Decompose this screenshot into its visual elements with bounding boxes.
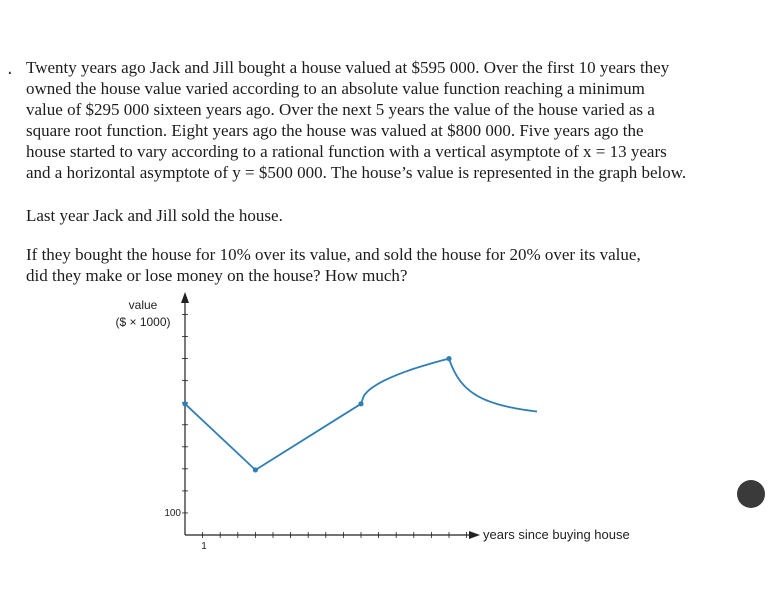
square-root-segment: [361, 359, 449, 404]
x-axis-label: years since buying house: [483, 527, 630, 542]
sold-statement: Last year Jack and Jill sold the house.: [26, 206, 283, 225]
list-bullet: .: [7, 58, 13, 79]
question-line-1: If they bought the house for 10% over its value, and sold the house for 20% over its value,: [26, 245, 641, 264]
problem-line-6: and a horizontal asymptote of y = $500 000. The house’s value is represented in the graph below.: [26, 163, 687, 182]
x-axis-arrow: [469, 531, 480, 539]
x-tick-label-1: 1: [201, 541, 207, 552]
problem-line-3: value of $295 000 sixteen years ago. Over the next 5 years the value of the house varied as a: [26, 100, 655, 119]
problem-line-5: house started to vary according to a rational function with a vertical asymptote of x = 13 years: [26, 142, 667, 161]
key-point: [253, 467, 258, 472]
y-axis-label-line2: ($ × 1000): [115, 315, 171, 329]
value-curve: [182, 356, 537, 473]
key-point: [446, 356, 451, 361]
rational-segment: [449, 359, 537, 412]
floating-dot-button[interactable]: [737, 480, 765, 508]
problem-line-1: Twenty years ago Jack and Jill bought a house valued at $595 000. Over the first 10 years they: [26, 58, 670, 77]
y-axis-label-line1: value: [128, 298, 158, 312]
problem-line-4: square root function. Eight years ago the house was valued at $800 000. Five years ago the: [26, 121, 644, 140]
question-line-2: did they make or lose money on the house? How much?: [26, 266, 408, 285]
problem-line-2: owned the house value varied according to an absolute value function reaching a minimum: [26, 79, 645, 98]
key-point: [182, 401, 187, 406]
absolute-value-segment: [185, 404, 361, 470]
y-tick-label-100: 100: [164, 508, 181, 519]
key-point: [358, 401, 363, 406]
y-axis-arrow: [181, 292, 189, 303]
